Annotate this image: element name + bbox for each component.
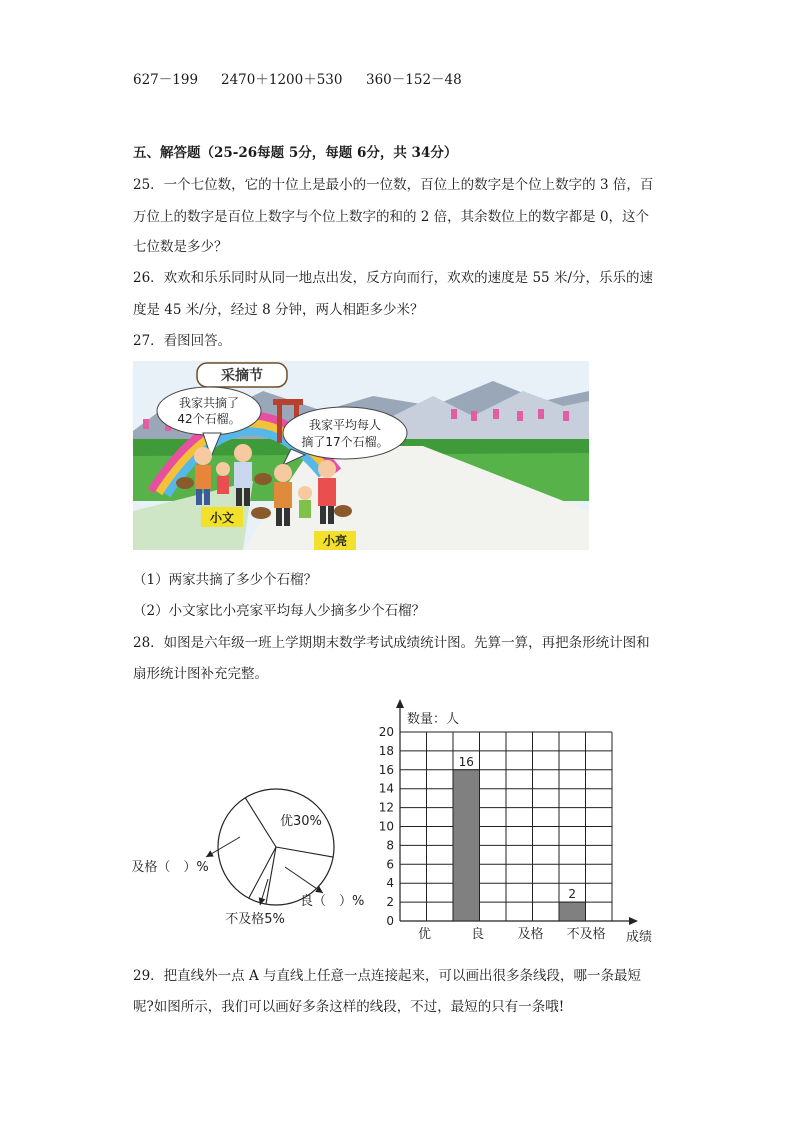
q27-sub2: （2）小文家比小亮家平均每人少摘多少个石榴？	[133, 603, 426, 619]
y-tick-label: 12	[378, 800, 394, 815]
y-tick-label: 14	[378, 781, 394, 796]
x-tick-label: 及格	[517, 927, 544, 942]
y-axis-title: 数量：人	[407, 712, 460, 727]
q25-line-2: 万位上的数字是百位上数字与个位上数字的和的 2 倍，其余数位上的数字都是 0，这个	[133, 209, 650, 225]
calc-item-2: 2470＋1200＋530	[221, 72, 343, 88]
y-tick-label: 16	[378, 762, 394, 777]
pie-slice-label: 优30%	[280, 814, 322, 829]
bar-chart	[360, 695, 660, 950]
bar	[559, 902, 586, 921]
y-tick-label: 18	[378, 743, 394, 758]
calc-item-1: 627－199	[133, 72, 199, 88]
name-label-xiaowen: 小文	[209, 511, 235, 525]
y-tick-label: 2	[386, 895, 394, 910]
q27-intro: 27．看图回答。	[133, 333, 232, 349]
name-label-xiaoliang: 小亮	[322, 534, 348, 548]
y-tick-label: 4	[386, 876, 394, 891]
pie-chart	[120, 775, 380, 935]
x-tick-label: 优	[417, 927, 432, 942]
q29-line-1: 29．把直线外一点 A 与直线上任意一点连接起来，可以画出很多条线段，哪一条最短	[133, 968, 642, 984]
x-tick-label: 良	[470, 927, 485, 942]
y-tick-label: 10	[378, 819, 394, 834]
pie-arrow-head	[206, 850, 214, 857]
x-axis-title: 成绩	[626, 930, 653, 945]
y-tick-label: 6	[386, 857, 394, 872]
bubble2-line1: 我家平均每人	[308, 418, 382, 432]
y-tick-label: 8	[386, 838, 394, 853]
bar	[453, 770, 480, 921]
picking-festival-illustration	[133, 361, 589, 550]
q28-line-2: 扇形统计图补充完整。	[133, 666, 268, 682]
bubble1-line1: 我家共摘了	[178, 396, 240, 410]
section-title: 五、解答题（25-26每题 5分，每题 6分，共 34分）	[133, 145, 458, 161]
q25-line-1: 25．一个七位数，它的十位上是最小的一位数，百位上的数字是个位上数字的 3 倍，百	[133, 177, 654, 193]
y-tick-label: 0	[386, 914, 394, 928]
q26-line-1: 26．欢欢和乐乐同时从同一地点出发，反方向而行，欢欢的速度是 55 米/分，乐乐的速	[133, 270, 653, 286]
q28-line-1: 28．如图是六年级一班上学期期末数学考试成绩统计图。先算一算，再把条形统计图和	[133, 635, 650, 651]
q27-sub1: （1）两家共摘了多少个石榴？	[133, 572, 318, 588]
pie-slice-label: 不及格5%	[225, 912, 285, 927]
x-tick-label: 不及格	[566, 927, 606, 942]
q25-line-3: 七位数是多少？	[133, 239, 228, 255]
pie-slice-label: 及格（ ）%	[131, 860, 209, 875]
arch-label: 采摘节	[221, 368, 263, 384]
bubble1-line2: 42个石榴。	[177, 412, 241, 426]
pie-slice-label: 良（ ）%	[300, 894, 365, 909]
q26-line-2: 度是 45 米/分，经过 8 分钟，两人相距多少米？	[133, 302, 424, 318]
bar-data-label: 16	[458, 754, 474, 769]
q29-line-2: 呢?如图所示，我们可以画好多条这样的线段，不过，最短的只有一条哦!	[133, 999, 565, 1015]
y-axis-arrow	[396, 699, 404, 708]
bar-data-label: 2	[568, 887, 577, 902]
x-axis-arrow	[629, 917, 638, 925]
bubble2-line2: 摘了17个石榴。	[301, 435, 389, 449]
calc-item-3: 360－152－48	[366, 72, 462, 88]
y-tick-label: 20	[378, 725, 394, 739]
